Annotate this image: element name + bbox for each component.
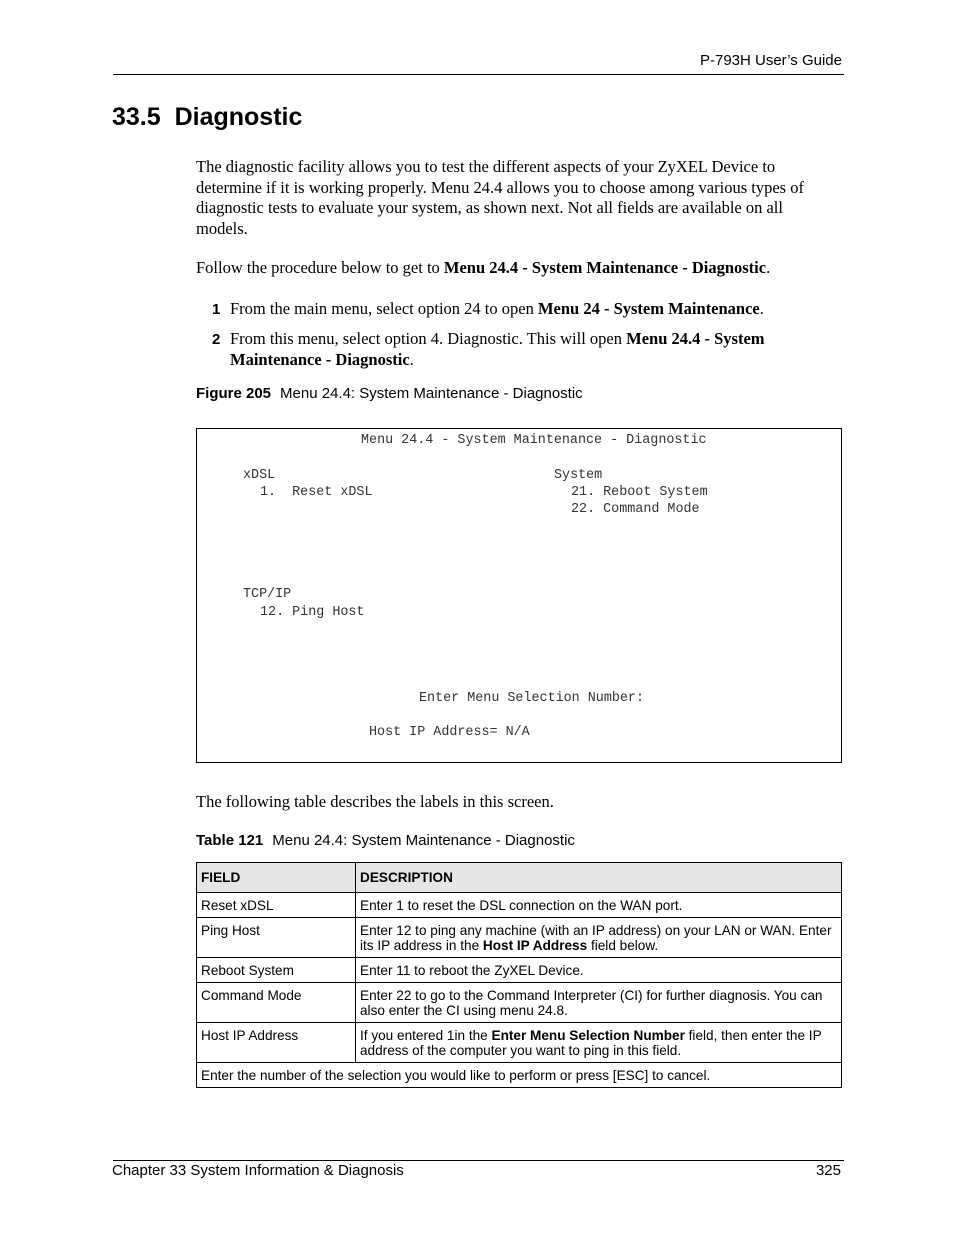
table-header-row xyxy=(197,863,842,893)
table-title: Menu 24.4: System Maintenance - Diagnostic xyxy=(272,832,575,849)
system-heading: System xyxy=(554,468,603,483)
menu-item-ping-host: 12. Ping Host xyxy=(260,605,365,620)
description-cell: Enter 12 to ping any machine (with an IP address) on your LAN or WAN. Enter its IP address in the Host IP Address field below. xyxy=(356,918,842,958)
guide-title: P-793H User’s Guide xyxy=(699,52,842,69)
column-header-description: DESCRIPTION xyxy=(356,863,842,893)
description-table xyxy=(196,862,842,1088)
procedure-menu: Menu 24.4 - System Maintenance - Diagnostic xyxy=(443,258,767,277)
header-rule xyxy=(113,74,844,75)
menu-screen xyxy=(196,428,842,763)
field-cell: Host IP Address xyxy=(197,1023,356,1063)
table-caption xyxy=(196,832,575,849)
procedure-end: . xyxy=(766,258,771,277)
table-row xyxy=(197,983,842,1023)
step-number: 1 xyxy=(212,301,221,318)
field-cell: Reboot System xyxy=(197,958,356,983)
figure-title: Menu 24.4: System Maintenance - Diagnostic xyxy=(280,385,583,402)
table-footer-row xyxy=(197,1063,842,1088)
section-name: Diagnostic xyxy=(174,103,303,131)
step-1 xyxy=(212,299,832,320)
menu-item-reset-xdsl: 1. Reset xDSL xyxy=(260,485,373,500)
footer-rule xyxy=(113,1160,844,1161)
procedure-lead: Follow the procedure below to get to xyxy=(196,258,444,277)
step-number: 2 xyxy=(212,331,221,348)
field-cell: Command Mode xyxy=(197,983,356,1023)
footer-cell: Enter the number of the selection you would like to perform or press [ESC] to cancel. xyxy=(197,1063,842,1088)
description-cell: If you entered 1in the Enter Menu Selection Number field, then enter the IP address of the computer you want to ping in this field. xyxy=(356,1023,842,1063)
table-row xyxy=(197,918,842,958)
table-row xyxy=(197,958,842,983)
xdsl-heading: xDSL xyxy=(243,468,276,483)
description-cell: Enter 1 to reset the DSL connection on the WAN port. xyxy=(356,893,842,918)
table-row xyxy=(197,1023,842,1063)
step-text: From the main menu, select option 24 to open Menu 24 - System Maintenance. xyxy=(230,299,764,318)
field-cell: Reset xDSL xyxy=(197,893,356,918)
description-cell: Enter 11 to reboot the ZyXEL Device. xyxy=(356,958,842,983)
tcpip-heading: TCP/IP xyxy=(243,587,292,602)
host-ip-address: Host IP Address= N/A xyxy=(369,725,530,740)
screen-title: Menu 24.4 - System Maintenance - Diagnostic xyxy=(361,433,707,448)
section-number: 33.5 xyxy=(112,103,161,131)
table-intro: The following table describes the labels in this screen. xyxy=(196,792,554,811)
intro-paragraph: The diagnostic facility allows you to test the different aspects of your ZyXEL Device to determine if it is working properly. Menu 24.4 allows you to choose among various types of diagnostic tests to evaluate your system, as shown next. Not all fields are available on all models. xyxy=(196,157,804,238)
figure-label: Figure 205 xyxy=(196,385,272,402)
table-row xyxy=(197,893,842,918)
section-title xyxy=(112,103,302,132)
figure-caption xyxy=(196,385,583,402)
menu-item-command-mode: 22. Command Mode xyxy=(571,502,700,517)
table-label: Table 121 xyxy=(196,832,264,849)
step-2 xyxy=(212,329,832,370)
menu-item-reboot-system: 21. Reboot System xyxy=(571,485,708,500)
column-header-field: FIELD xyxy=(197,863,356,893)
chapter-title: Chapter 33 System Information & Diagnosis xyxy=(112,1162,404,1179)
page-number: 325 xyxy=(815,1162,841,1179)
step-text: From this menu, select option 4. Diagnostic. This will open Menu 24.4 - System Maintenance - Diagnostic. xyxy=(230,329,765,369)
procedure-paragraph xyxy=(196,258,836,279)
description-cell: Enter 22 to go to the Command Interpreter (CI) for further diagnosis. You can also enter the CI using menu 24.8. xyxy=(356,983,842,1023)
menu-selection-prompt: Enter Menu Selection Number: xyxy=(419,691,644,706)
field-cell: Ping Host xyxy=(197,918,356,958)
